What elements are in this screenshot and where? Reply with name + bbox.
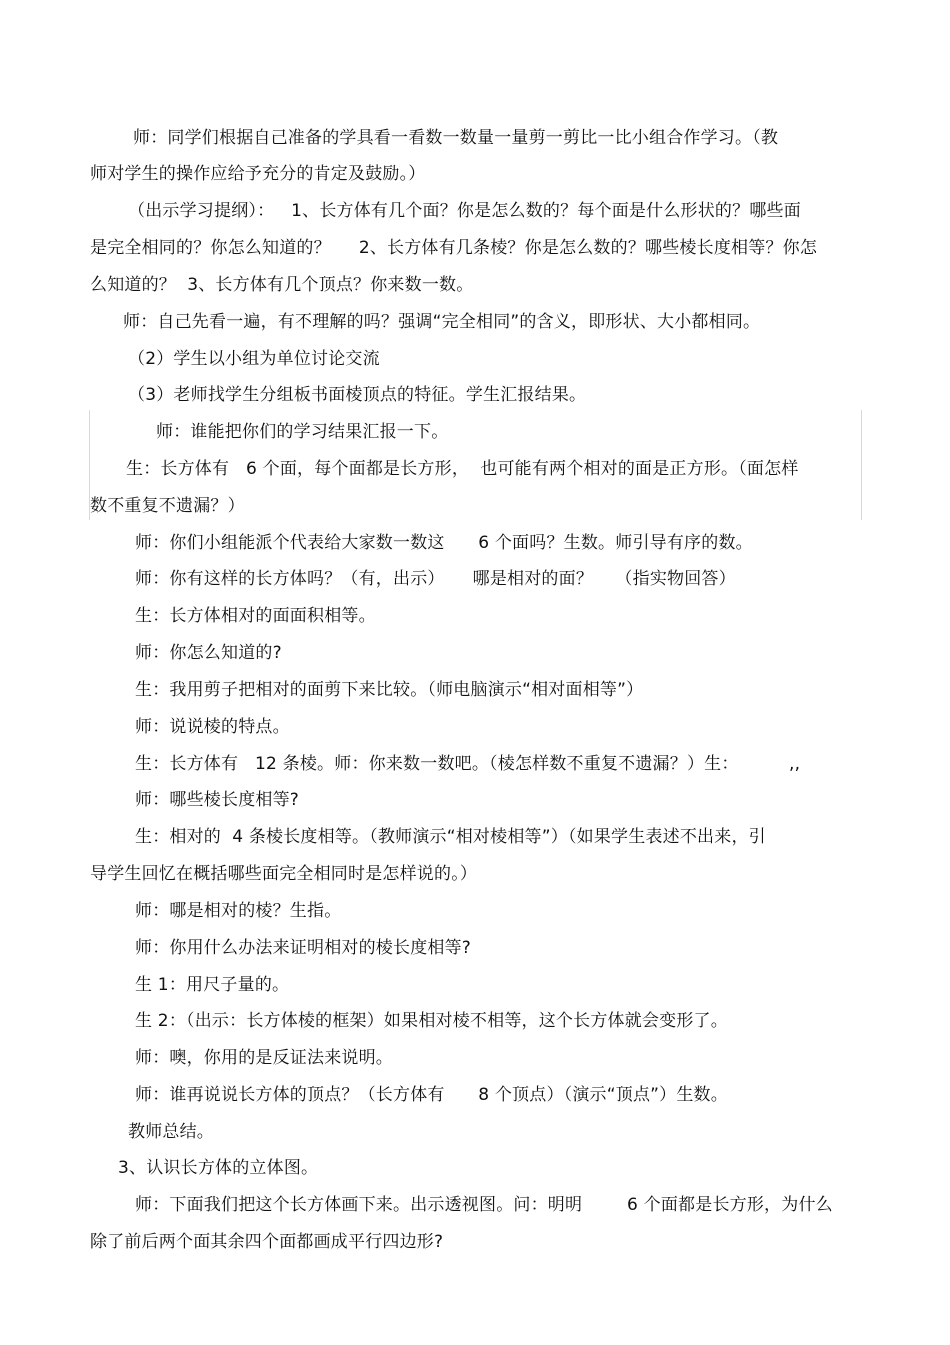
text-line: 生：长方体有 6 个面，每个面都是长方形， 也可能有两个相对的面是正方形。（面怎样 bbox=[126, 459, 799, 479]
text-line: 师：哪些棱长度相等? bbox=[135, 790, 300, 810]
text-line: 师：谁再说说长方体的顶点？（长方体有 8 个顶点）（演示“顶点”）生数。 bbox=[135, 1085, 728, 1105]
text-line: 教师总结。 bbox=[128, 1122, 214, 1142]
frame-border-right bbox=[861, 410, 862, 520]
text-line: 生：长方体有 12 条棱。师：你来数一数吧。（棱怎样数不重复不遗漏？）生： ,, bbox=[135, 754, 801, 774]
text-line: 师：同学们根据自己准备的学具看一看数一数量一量剪一剪比一比小组合作学习。（教 bbox=[133, 128, 779, 148]
text-line: （出示学习提纲）： 1、长方体有几个面？你是怎么数的？每个面是什么形状的？哪些面 bbox=[128, 201, 801, 221]
text-line: 师：你们小组能派个代表给大家数一数这 6 个面吗？生数。师引导有序的数。 bbox=[135, 533, 753, 553]
text-line: 导学生回忆在概括哪些面完全相同时是怎样说的。） bbox=[90, 864, 478, 884]
text-line: 是完全相同的？你怎么知道的？ 2、长方体有几条棱？你是怎么数的？哪些棱长度相等？你怎 bbox=[90, 238, 818, 258]
text-line: 生 2：（出示：长方体棱的框架）如果相对棱不相等，这个长方体就会变形了。 bbox=[135, 1011, 728, 1031]
text-line: 生 1：用尺子量的。 bbox=[135, 975, 290, 995]
text-line: 除了前后两个面其余四个面都画成平行四边形? bbox=[90, 1232, 444, 1252]
text-line: 师：说说棱的特点。 bbox=[135, 717, 290, 737]
text-line: 师：谁能把你们的学习结果汇报一下。 bbox=[156, 422, 449, 442]
text-line: 师：你用什么办法来证明相对的棱长度相等? bbox=[135, 938, 472, 958]
text-line: 师：你怎么知道的? bbox=[135, 643, 282, 663]
text-line: （3）老师找学生分组板书面棱顶点的特征。学生汇报结果。 bbox=[128, 385, 587, 405]
text-line: 生：我用剪子把相对的面剪下来比较。（师电脑演示“相对面相等”） bbox=[135, 680, 644, 700]
text-line: （2）学生以小组为单位讨论交流 bbox=[128, 349, 380, 369]
text-line: 师：哪是相对的棱？生指。 bbox=[135, 901, 342, 921]
text-line: 师：噢，你用的是反证法来说明。 bbox=[135, 1048, 393, 1068]
text-line: 3、认识长方体的立体图。 bbox=[118, 1158, 319, 1178]
text-line: 生：长方体相对的面面积相等。 bbox=[135, 606, 376, 626]
text-line: 生：相对的 4 条棱长度相等。（教师演示“相对棱相等”）（如果学生表述不出来，引 bbox=[135, 827, 766, 847]
text-line: 师：下面我们把这个长方体画下来。出示透视图。问：明明 6 个面都是长方形，为什么 bbox=[135, 1195, 833, 1215]
text-line: 师：你有这样的长方体吗？（有，出示） 哪是相对的面？ （指实物回答） bbox=[135, 569, 736, 589]
text-line: 师对学生的操作应给予充分的肯定及鼓励。） bbox=[90, 164, 426, 184]
text-line: 数不重复不遗漏？） bbox=[90, 496, 245, 516]
text-line: 师：自己先看一遍，有不理解的吗？强调“完全相同”的含义，即形状、大小都相同。 bbox=[123, 312, 761, 332]
text-line: 么知道的？ 3、长方体有几个顶点？你来数一数。 bbox=[90, 275, 474, 295]
